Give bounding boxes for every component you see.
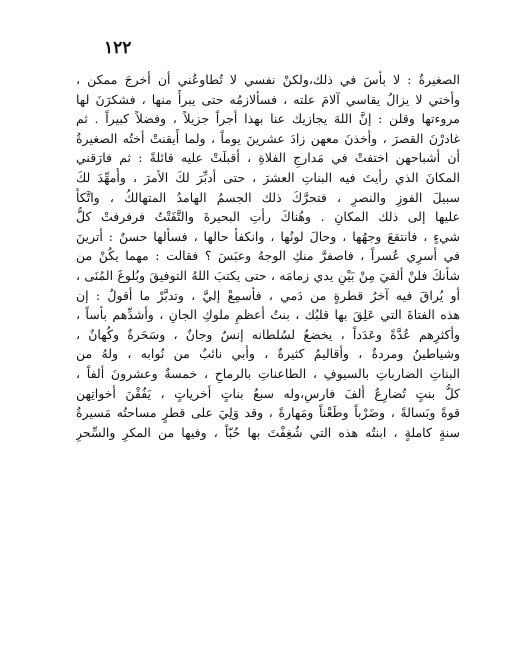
page-number: ١٢٢ [104, 38, 132, 58]
text-line: في أسرِي عُسراً ، فاصفرَّ منكِ الوجهُ وعبَسَ ؟ فقالت : مهما يكُنْ من [76, 248, 460, 264]
text-line: كلُّ بنتٍ تُضارِعُ ألفَ فارسٍ،وله سبعُ بناتٍ أخرياتٍ ، يَفُقْنَ أخواتِهن [76, 385, 460, 401]
text-line: سنةٍ كاملةٍ ، ابنتُه هذه التي شُغِفْتَ بها حُبّاً ، وفيها من المكرِ والسِّحرِ [76, 424, 460, 440]
body-text [76, 70, 460, 442]
text-line: عليها إلى ذلك المكانِ . وهُناكَ رأتِ البحيرةَ والتَّفَتْتُ فرفرفتْ كلُّ [76, 209, 460, 225]
text-line: وشياطينُ ومردةٌ ، وأقاليمُ كثيرةٌ ، وأبي نائبٌ من نُوابه ، ولهُ من [76, 346, 460, 362]
text-line: أو يُراقَ فيه آخرُ قطرةٍ من دَمي ، فأسمِعْ إليَّ ، وتدبَّرْ ما أقولُ : إن [76, 287, 460, 303]
text-line: الصغيرةُ : لا بأسَ في ذلك،ولكنْ نفسي لا تُطاوعُني أن أخرجَ ممكن ، [76, 72, 460, 87]
text-line: وأختي لا يزالُ يقاسي آلامَ علته ، فسألازمُه حتى يبرأَ منها ، فشكرَنَ لها [76, 91, 460, 107]
text-line: مروءتها وقلن : إنَّ اللهَ يجازيك عنا بهذا أجراً جزيلاً ، وفضلاً كبيراً . ثم [76, 111, 460, 127]
text-line: سبيلَ الفوزِ والنصرِ ، فتحرَّكَ ذلك الجسمُ الهامدُ المتهالكُ ، واتَّكأَ [76, 189, 460, 205]
text-line: هذه الفتاةَ التي عَلِقَ بها قلبُك ، بنتُ أعظمِ ملوكِ الجانِ ، وأشدِّهم بأساً ، [76, 307, 460, 323]
text-line: البناتِ الضارباتِ بالسيوفِ ، الطاعناتِ بالرماحِ ، خمسةٌ وعشرونَ ألفاً ، [76, 365, 460, 381]
text-line: المكانَ الذي رأيتَ فيه البناتِ العشرَ ، حتى أدبِّرَ لكَ الأمرَ ، وأُمهِّدَ لكَ [76, 169, 460, 185]
text-line: غادرْنَ القصرَ ، وأخذنَ معهن زادَ عشرينَ يوماً ، ولما أَيقنتْ أختُه الصغيرةُ [76, 130, 460, 146]
text-line: وأكثرِهم عُدَّةً وعَدَداً ، يخضعُ لسُلطانه إنسٌ وجانٌ ، وسَحَرةٌ وكُهانٌ ، [76, 326, 460, 342]
text-line: شأنكَ فلنْ ألقيَ مِنْ بَيْنِ يدي زمامَه ، حتى يكتبَ اللهُ التوفيقَ وبُلوغَ المُنَى ، [76, 267, 460, 283]
text-line: شيءٍ ، فانتقعَ وجهُها ، وحالَ لونُها ، وانكفأ حالها ، فسألها حسنٌ : أترينَ [76, 228, 460, 244]
text-line: قوةً وبَسالةً ، وضَرْباً وطَعْناً ومَهارةً ، وقد وَلِيَ على قطرٍ مساحتُه مَسيرةُ [76, 405, 460, 421]
text-line: أن أشباحهن اختفتْ في مَدارجِ الفلاةِ ، أقبلَتْ عليه قائلةً : ثم فارَقني [76, 150, 460, 166]
